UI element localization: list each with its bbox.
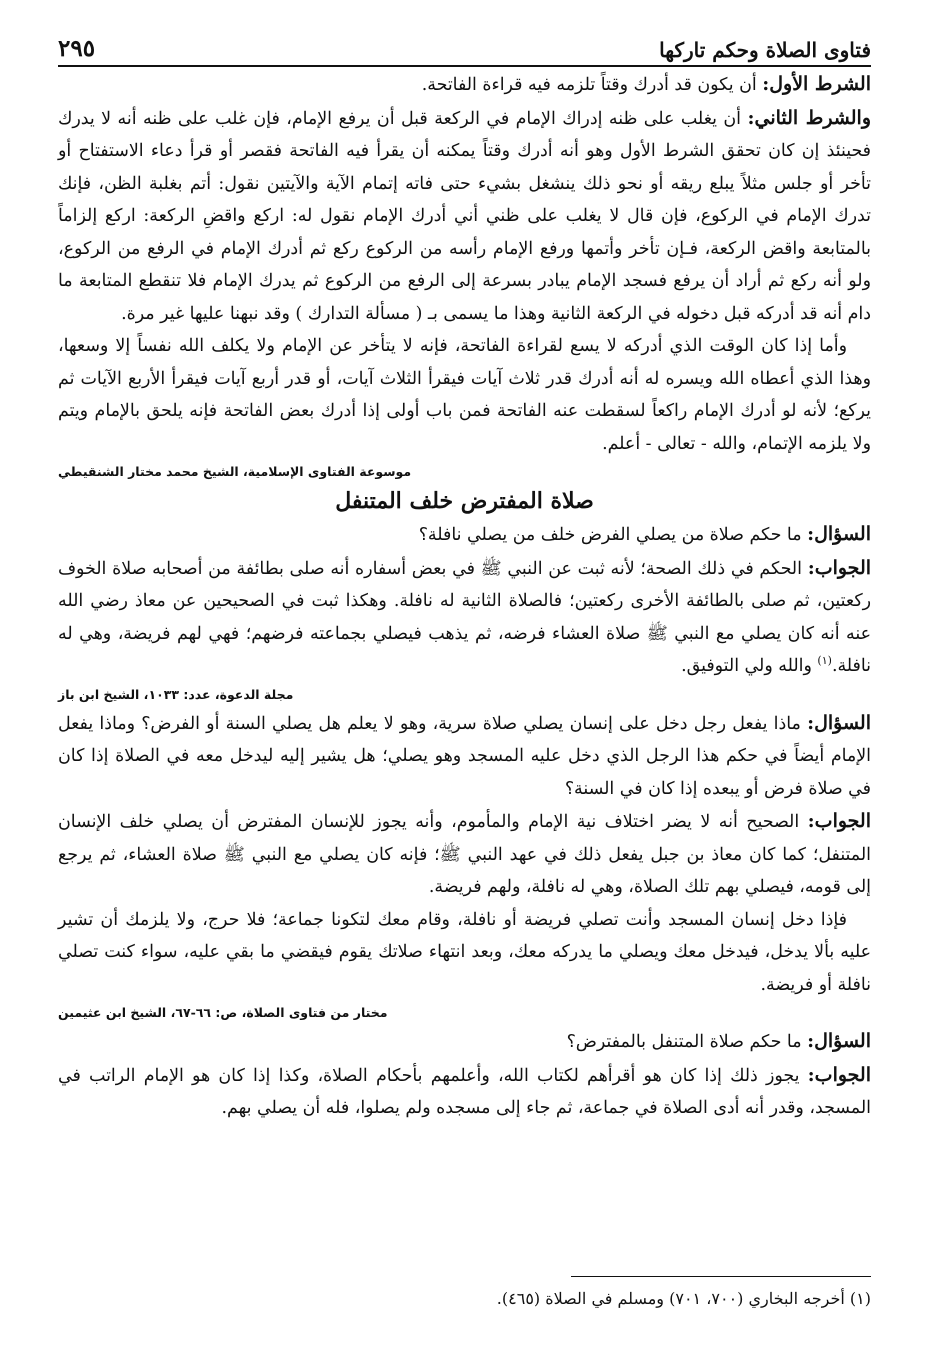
question-label: السؤال: — [807, 523, 871, 545]
source-citation: مجلة الدعوة، عدد: ١٠٣٣، الشيخ ابن باز — [58, 686, 294, 702]
answer-label: الجواب: — [807, 556, 872, 579]
source-citation: مختار من فتاوى الصلاة، ص: ٦٦-٦٧، الشيخ ابن عثيمين — [58, 1005, 388, 1020]
question-text: ما حكم صلاة من يصلي الفرض خلف من يصلي نافلة؟ — [418, 525, 808, 545]
condition-2-text: أن يغلب على ظنه إدراك الإمام في الركعة قبل أن يرفع الإمام، فإن غلب على ظنه أنه لا يدرك فحينئذ إن كان تحقق الشرط الأول وهو أنه أدرك وقتاً يمكنه أن يقرأ فيه الفاتحة فقصر أو قرأ دعاء الاستفتاح أو تأخر أو جلس مثلاً يبلع ريقه أو نحو ذلك ينشغل بشيء حتى فاته إتمام الآية والآيتين نقول: أتم بغلبة الظن، فإنك تدرك الإمام في الركوع، فإن قال لا يغلب على ظني أني أدرك الإمام نقول له: اركع واقضِ الركعة: اركع إلزاماً بالمتابعة واقض الركعة، فـإن تأخر وأتمها ورفع الإمام رأسه من الركوع ركع ثم أدرك الإمام في الرفع من الركوع، ولو أنه ركع ثم أراد أن يرفع فسجد الإمام يبادر بسرعة إلى الرفع من الركوع ثم يدرك الإمام فلا تنقطع المتابعة ما دام أنه قد أدركه قبل دخوله في الركعة الثانية وهذا ما يسمى بـ ( مسألة التدارك ) وقد نبهنا عليها غير مرة. — [58, 108, 871, 324]
answer-3 — [58, 1059, 871, 1125]
question-text: ماذا يفعل رجل دخل على إنسان يصلي صلاة سرية، وهو لا يعلم هل يصلي السنة أو الفرض؟ وماذا يفعل الإمام أيضاً في حكم هذا الرجل الذي دخل عليه المسجد وهو يصلي؛ هل يشير إليه ليدخل معه في الصلاة إذا كان في صلاة فرض أو يبعده إذا كان في السنة؟ — [58, 713, 871, 799]
page-header — [58, 28, 871, 67]
page-number: ٢٩٥ — [58, 35, 96, 62]
question-2 — [58, 707, 871, 806]
condition-2-label: والشرط الثاني: — [747, 106, 872, 129]
answer-label: الجواب: — [807, 810, 871, 832]
source-citation: موسوعة الفتاوى الإسلامية، الشيخ محمد مختار الشنقيطي — [58, 464, 412, 479]
footnote: (١) أخرجه البخاري (٧٠٠، ٧٠١) ومسلم في الصلاة (٤٦٥). — [496, 1289, 871, 1308]
answer-text: الصحيح أنه لا يضر اختلاف نية الإمام والمأموم، وأنه يجوز للإنسان المفترض أن يصلي خلف الإنسان المتنفل؛ كما كان معاذ بن جبل يفعل ذلك في عهد النبي ﷺ؛ فإنه كان يصلي مع النبي ﷺ صلاة العشاء، ثم يرجع إلى قومه، فيصلي بهم تلك الصلاة، وهي له نافلة، ولهم فريضة. — [58, 812, 871, 897]
answer-text: الحكم في ذلك الصحة؛ لأنه ثبت عن النبي ﷺ في بعض أسفاره أنه صلى بطائفة من أصحابه صلاة الخوف ركعتين، ثم صلى بالطائفة الأخرى ركعتين؛ فالصلاة الثانية له نافلة. وهكذا ثبت في الصحيحين عن معاذ رضي الله عنه أنه كان يصلي مع النبي ﷺ صلاة العشاء فرضه، ثم يذهب فيصلي بجماعته فرضهم؛ فهي لهم فريضة، وهي له نافلة. — [58, 558, 871, 676]
running-title: فتاوى الصلاة وحكم تاركها — [659, 38, 871, 62]
answer-tail: والله ولي التوفيق. — [681, 656, 818, 676]
footnote-divider — [571, 1276, 871, 1277]
question-1 — [58, 518, 871, 552]
question-3 — [58, 1025, 871, 1059]
answer-2 — [58, 805, 871, 904]
condition-1-label: الشرط الأول: — [762, 73, 871, 95]
paragraph-condition-1 — [58, 68, 871, 102]
section-heading: صلاة المفترض خلف المتنفل — [335, 488, 594, 514]
answer-1 — [58, 552, 871, 683]
paragraph-condition-2 — [58, 102, 871, 331]
answer-text: يجوز ذلك إذا كان هو أقرأهم لكتاب الله، وأعلمهم بأحكام الصلاة، وكذا إذا كان هو الإمام الراتب في المسجد، وقدر أنه أدى الصلاة في جماعة، ثم جاء إلى مسجده ولم يصلوا، فله أن يصلي بهم. — [58, 1065, 871, 1118]
answer-2-continued: فإذا دخل إنسان المسجد وأنت تصلي فريضة أو نافلة، وقام معك لتكونا جماعة؛ فلا حرج، ولا يلزمك أن تشير عليه بألا يدخل، فيدخل معك ويصلي ما يدركه معك، وبعد انتهاء صلاتك يقوم فيقضي ما بقي عليه، سواء كنت تصلي نافلة أو فريضة. — [58, 909, 871, 995]
condition-1-text: أن يكون قد أدرك وقتاً تلزمه فيه قراءة الفاتحة. — [421, 75, 763, 95]
question-text: ما حكم صلاة المتنفل بالمفترض؟ — [566, 1032, 808, 1052]
footnote-ref: (١) — [817, 654, 832, 668]
paragraph-short-time: وأما إذا كان الوقت الذي أدركه لا يسع لقراءة الفاتحة، فإنه لا يتأخر عن الإمام ولا يكلف الله نفساً إلا وسعها، وهذا الذي أعطاه الله ويسره له أنه أدرك قدر ثلاث آيات فيقرأ الثلاث آيات، أو قدر أربع آيات فيقرأ الأربع الآيات ثم يركع؛ لأنه لو أدرك الإمام راكعاً لسقطت عنه الفاتحة فمن باب أولى إذا أدرك بعض الفاتحة فإنه يلحق بالإمام ويتم ولا يلزمه الإتمام، والله - تعالى - أعلم. — [58, 336, 871, 454]
answer-label: الجواب: — [807, 1063, 871, 1086]
question-label: السؤال: — [807, 1030, 871, 1052]
question-label: السؤال: — [807, 711, 871, 734]
page-body — [58, 68, 871, 1125]
